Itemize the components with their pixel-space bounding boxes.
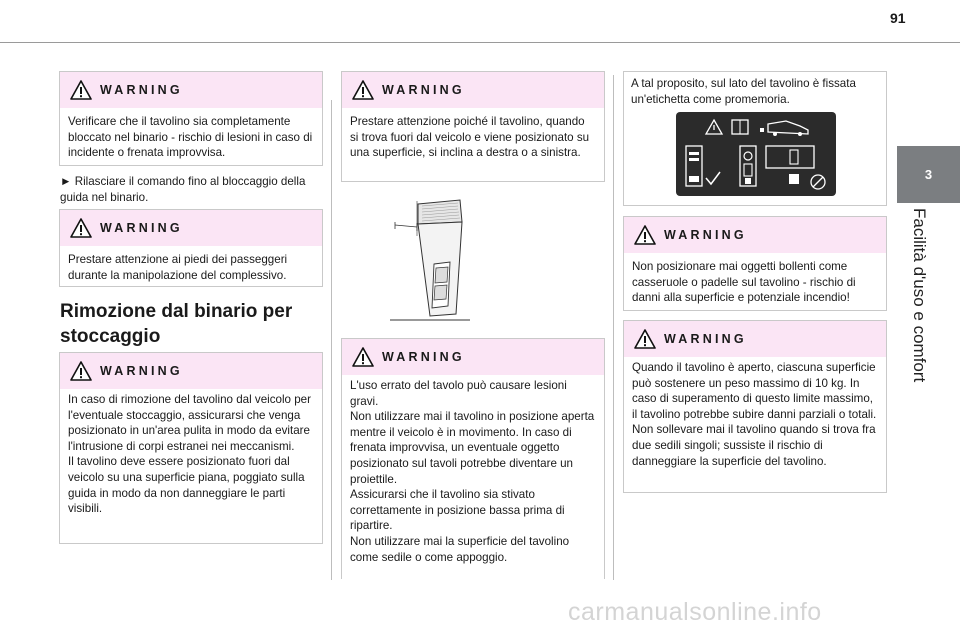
warning-triangle-icon	[70, 218, 92, 238]
warning-header	[342, 339, 604, 375]
warning-box	[341, 338, 605, 579]
warning-header	[624, 321, 886, 357]
section-heading: Rimozione dal binario per stoccaggio	[60, 301, 293, 347]
warning-title: WARNING	[664, 332, 747, 346]
warning-text: L'uso errato del tavolo può causare lesioni gravi. Non utilizzare mai il tavolino in posizione aperta mentre il veicolo è in movimento. In caso di frenata improvvisa, un eventuale oggetto posizionato sul tavoli potrebbe diventare un proiettile. Assicurarsi che il tavolino sia stivato correttamente in posizione bassa prima di ripartire. Non utilizzare mai la superficie del tavolino come sedile o come appoggio.	[350, 379, 595, 564]
warning-title: WARNING	[100, 221, 183, 235]
warning-text: In caso di rimozione del tavolino dal veicolo per l'eventuale stoccaggio, assicurarsi che venga posizionato in un'area pulita in modo da evitare l'intrusione di corpi estranei nei meccanismi. Il tavolino deve essere posizionato fuori dal veicolo su una superficie piana, poggiato sulla guida in modo da non danneggiare le parti visibili.	[68, 393, 311, 516]
warning-title: WARNING	[382, 350, 465, 364]
warning-triangle-icon	[634, 329, 656, 349]
warning-title: WARNING	[100, 83, 183, 97]
info-text: A tal proposito, sul lato del tavolino è fissata un'etichetta come promemoria.	[631, 77, 856, 106]
warning-box	[623, 320, 887, 493]
chapter-tab[interactable]: 3	[897, 146, 960, 203]
warning-text: Non posizionare mai oggetti bollenti come casseruole o padelle sul tavolino - rischio di danni alla superficie e potenziale incendio!	[632, 260, 856, 305]
warning-header	[60, 72, 322, 108]
warning-triangle-icon	[634, 225, 656, 245]
warning-box	[59, 209, 323, 287]
column-divider	[613, 75, 614, 580]
warning-triangle-icon	[70, 361, 92, 381]
page-number: 91	[890, 10, 906, 26]
warning-header	[624, 217, 886, 253]
chapter-title: Facilità d'uso e comfort	[910, 208, 929, 383]
warning-triangle-icon	[70, 80, 92, 100]
header-rule	[0, 42, 960, 43]
warning-text: Prestare attenzione ai piedi dei passeggeri durante la manipolazione del complessivo.	[68, 253, 288, 282]
warning-text: Verificare che il tavolino sia completamente bloccato nel binario - rischio di lesioni in caso di incidente o frenata improvvisa.	[68, 115, 313, 160]
warning-title: WARNING	[664, 228, 747, 242]
warning-title: WARNING	[100, 364, 183, 378]
warning-box	[341, 71, 605, 182]
table-unit-illustration	[390, 196, 470, 324]
warning-box	[59, 352, 323, 544]
warning-triangle-icon	[352, 347, 374, 367]
warning-triangle-icon	[352, 80, 374, 100]
warning-header	[60, 353, 322, 389]
warning-text: Quando il tavolino è aperto, ciascuna superficie può sostenere un peso massimo di 10 kg. In caso di superamento di questo limite massimo, il tavolino potrebbe subire danni parziali o totali. Non sollevare mai il tavolino quando si trova fra due sedili singoli; sussiste il rischio di danneggiare la superficie del tavolino.	[632, 361, 877, 468]
warning-box	[623, 216, 887, 311]
column-divider	[331, 100, 332, 580]
reminder-label-illustration	[676, 112, 836, 196]
info-box	[623, 71, 887, 206]
warning-box	[59, 71, 323, 166]
warning-title: WARNING	[382, 83, 465, 97]
warning-text: Prestare attenzione poiché il tavolino, quando si trova fuori dal veicolo e viene posizionato su una superficie, si inclina a destra o a sinistra.	[350, 115, 590, 160]
instruction-step: ► Rilasciare il comando fino al bloccaggio della guida nel binario.	[60, 175, 306, 204]
warning-header	[60, 210, 322, 246]
watermark[interactable]: carmanualsonline.info	[568, 598, 822, 626]
warning-header	[342, 72, 604, 108]
